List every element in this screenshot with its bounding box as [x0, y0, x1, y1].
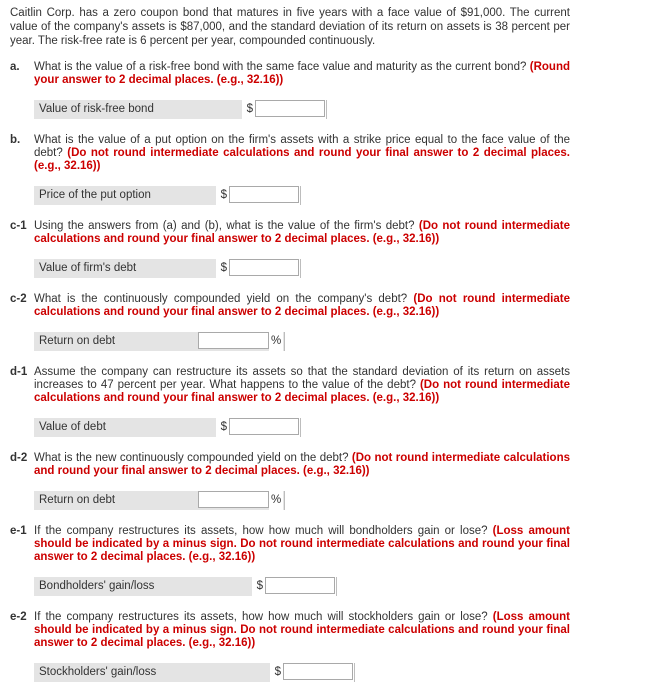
question-d2	[10, 452, 570, 478]
question-label: d-2	[10, 452, 28, 464]
question-a	[10, 61, 570, 87]
question-instruction: (Loss amount should be indicated by a minus sign. Do not round intermediate calculations and round your final answer to 2 decimal places. (e.g., 32.16))	[34, 525, 570, 563]
problem-statement: Caitlin Corp. has a zero coupon bond that matures in five years with a face value of $91,000. The current value of the company's assets is $87,000, and the standard deviation of its return on assets is 38 percent per year. The risk-free rate is 6 percent per year, compounded continuously.	[10, 7, 570, 47]
question-text: What is the continuously compounded yield on the company's debt?	[34, 293, 414, 305]
return-on-debt-input[interactable]	[198, 332, 269, 349]
dollar-sign: $	[220, 421, 227, 433]
question-label: d-1	[10, 366, 28, 378]
question-label: e-1	[10, 525, 27, 537]
question-instruction: (Do not round intermediate calculations and round your final answer to 2 decimal places. (e.g., 32.16))	[34, 452, 571, 477]
question-label: c-2	[10, 293, 27, 305]
question-text: What is the new continuously compounded yield on the debt?	[34, 452, 352, 464]
answer-label: Value of risk-free bond	[39, 103, 154, 115]
question-instruction: (Do not round intermediate calculations and round your final answer to 2 decimal places. (e.g., 32.16))	[34, 379, 570, 404]
question-e1	[10, 525, 570, 564]
question-text: Assume the company can restructure its assets so that the standard deviation of its return on assets increases to 47 percent per year. What happens to the value of the debt?	[34, 366, 570, 391]
debt-value-input[interactable]	[229, 418, 299, 435]
answer-label: Value of firm's debt	[39, 262, 137, 274]
question-text: Using the answers from (a) and (b), what is the value of the firm's debt?	[34, 220, 419, 232]
question-e2	[10, 611, 570, 650]
dollar-sign: $	[246, 103, 253, 115]
answer-label: Bondholders' gain/loss	[39, 580, 155, 592]
question-c1	[10, 220, 570, 246]
answer-row-e1	[34, 577, 337, 596]
answer-row-d2	[34, 491, 285, 510]
dollar-sign: $	[220, 189, 227, 201]
question-text: If the company restructures its assets, how how much will bondholders gain or lose?	[34, 525, 493, 537]
dollar-sign: $	[256, 580, 263, 592]
answer-label: Stockholders' gain/loss	[39, 666, 157, 678]
answer-label: Value of debt	[39, 421, 106, 433]
question-d1	[10, 366, 570, 405]
percent-sign: %	[271, 335, 282, 347]
question-instruction: (Do not round intermediate calculations and round your final answer to 2 decimal places. (e.g., 32.16))	[34, 293, 570, 318]
answer-label: Price of the put option	[39, 189, 151, 201]
question-instruction: (Round your answer to 2 decimal places. (e.g., 32.16))	[34, 61, 570, 86]
answer-row-e2	[34, 663, 355, 682]
answer-row-c1	[34, 259, 301, 278]
answer-row-b	[34, 186, 301, 205]
question-instruction: (Do not round intermediate calculations and round your final answer to 2 decimal places. (e.g., 32.16))	[34, 220, 570, 245]
question-label: c-1	[10, 220, 27, 232]
put-option-price-input[interactable]	[229, 186, 299, 203]
dollar-sign: $	[220, 262, 227, 274]
answer-row-d1	[34, 418, 301, 437]
stockholders-gain-loss-input[interactable]	[283, 663, 353, 680]
dollar-sign: $	[274, 666, 281, 678]
answer-label: Return on debt	[39, 494, 116, 506]
firm-debt-value-input[interactable]	[229, 259, 299, 276]
question-text: If the company restructures its assets, how how much will stockholders gain or lose?	[34, 611, 493, 623]
question-b	[10, 134, 570, 173]
question-c2	[10, 293, 570, 319]
question-label: b.	[10, 134, 21, 146]
percent-sign: %	[271, 494, 282, 506]
question-label: e-2	[10, 611, 27, 623]
risk-free-bond-value-input[interactable]	[255, 100, 325, 117]
question-label: a.	[10, 61, 20, 73]
question-instruction: (Loss amount should be indicated by a minus sign. Do not round intermediate calculations and round your final answer to 2 decimal places. (e.g., 32.16))	[34, 611, 570, 649]
bondholders-gain-loss-input[interactable]	[265, 577, 335, 594]
answer-row-c2	[34, 332, 285, 351]
answer-label: Return on debt	[39, 335, 116, 347]
question-instruction: (Do not round intermediate calculations and round your final answer to 2 decimal places. (e.g., 32.16))	[34, 147, 570, 172]
answer-row-a	[34, 100, 327, 119]
question-text: What is the value of a put option on the firm's assets with a strike price equal to the face value of the debt?	[34, 134, 570, 159]
question-text: What is the value of a risk-free bond with the same face value and maturity as the current bond?	[34, 61, 530, 73]
new-return-on-debt-input[interactable]	[198, 491, 269, 508]
